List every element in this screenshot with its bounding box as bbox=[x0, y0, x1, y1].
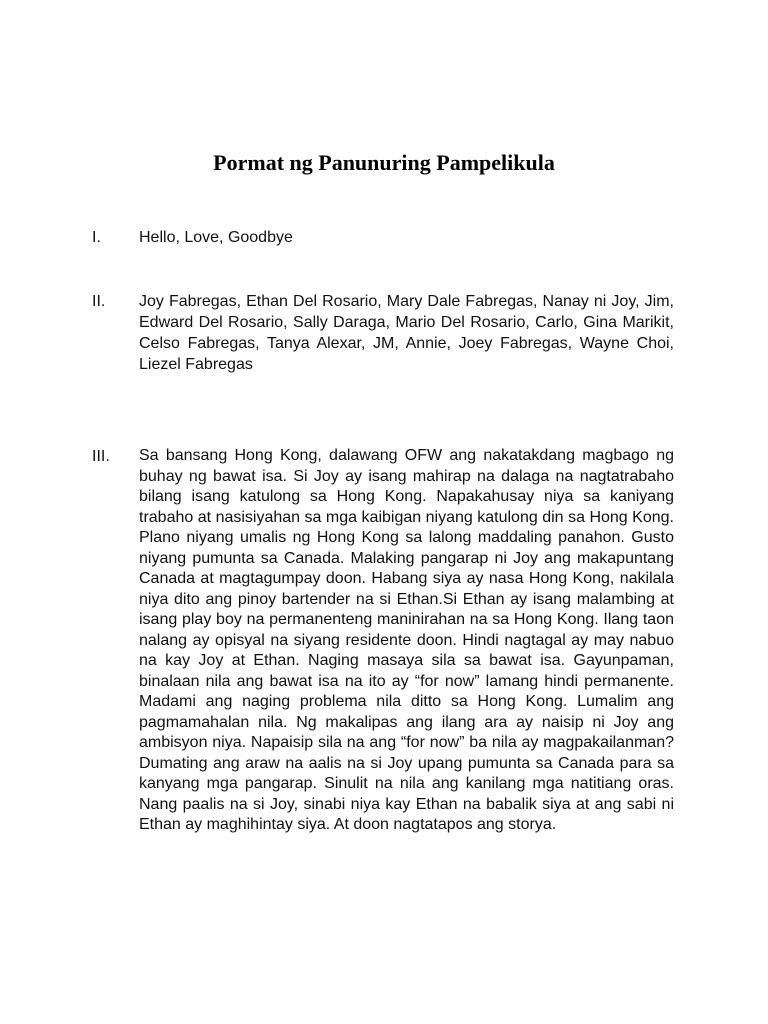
section-numeral: II. bbox=[92, 293, 106, 310]
section-numeral: III. bbox=[92, 448, 110, 465]
section-numeral: I. bbox=[92, 229, 101, 246]
section-text: Joy Fabregas, Ethan Del Rosario, Mary Dale Fabregas, Nanay ni Joy, Jim, Edward Del Rosario, Sally Daraga, Mario Del Rosario, Carlo, Gina Marikit, Celso Fabregas, Tanya Alexar, JM, Annie, Joey Fabregas, Wayne Choi, Liezel Fabregas bbox=[139, 293, 674, 373]
section-text: Sa bansang Hong Kong, dalawang OFW ang nakatakdang magbago ng buhay ng bawat isa. Si Joy ay isang mahirap na dalaga na nagtatrabaho bilang isang katulong sa Hong Kong. Napakahusay niya sa kaniyang trabaho at nasisiyahan sa mga kaibigan niyang katulong din sa Hong Kong. Plano niyang umalis ng Hong Kong sa lalong maddaling panahon. Gusto niyang pumunta sa Canada. Malaking pangarap ni Joy ang makapuntang Canada at magtagumpay doon. Habang siya ay nasa Hong Kong, nakilala niya dito ang pinoy bartender na si Ethan.Si Ethan ay isang malambing at isang play boy na permanenteng maninirahan na sa Hong Kong. Ilang taon nalang ay opisyal na siyang residente doon. Hindi nagtagal ay may nabuo na kay Joy at Ethan. Naging masaya sila sa bawat isa. Gayunpaman, binalaan nila ang bawat isa na ito ay “for now” lamang hindi permanente. Madami ang naging problema nila ditto sa Hong Kong. Lumalim ang pagmamahalan nila. Ng makalipas ang ilang ara ay naisip ni Joy ang ambisyon niya. Napaisip sila na ang “for now” ba nila ay magpakailanman? Dumating ang araw na aalis na si Joy upang pumunta sa Canada para sa kanyang mga pangarap. Sinulit na nila ang kanilang mga natitiang oras. Nang paalis na si Joy, sinabi niya kay Ethan na babalik siya at ang sabi ni Ethan ay maghihintay siya. At doon nagtatapos ang storya. bbox=[139, 447, 674, 833]
section-text: Hello, Love, Goodbye bbox=[139, 229, 293, 246]
document-title: Pormat ng Panunuring Pampelikula bbox=[213, 150, 555, 175]
